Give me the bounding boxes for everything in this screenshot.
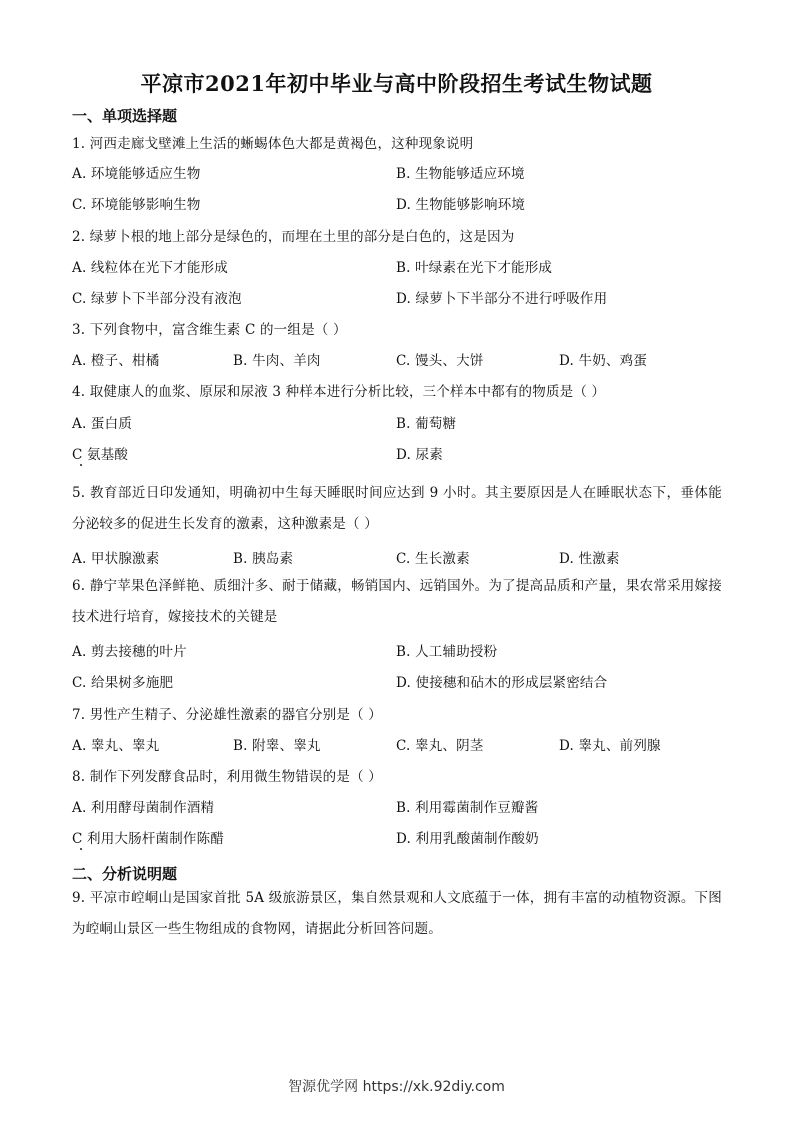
question-8-option-d: D. 利用乳酸菌制作酸奶 [396, 831, 539, 847]
question-5-option-d: D. 性激素 [559, 551, 620, 567]
question-7-option-b: B. 附睾、睾丸 [233, 738, 321, 754]
question-3-option-d: D. 牛奶、鸡蛋 [559, 353, 648, 369]
question-7-option-a: A. 睾丸、睾丸 [72, 738, 160, 754]
question-5-option-a: A. 甲状腺激素 [72, 551, 160, 567]
question-8-stem: 8. 制作下列发酵食品时，利用微生物错误的是（ ） [72, 769, 382, 785]
question-2-option-a: A. 线粒体在光下才能形成 [72, 260, 228, 276]
question-6-option-b: B. 人工辅助授粉 [396, 644, 498, 660]
question-6-stem: 6. 静宁苹果色泽鲜艳、质细汁多、耐于储藏，畅销国内、远销国外。为了提高品质和产量，果农常采用嫁接技术进行培育，嫁接技术的关键是 [72, 578, 722, 625]
question-7-option-c: C. 睾丸、阴茎 [396, 738, 484, 754]
page-title: 平凉市2021年初中毕业与高中阶段招生考试生物试题 [140, 71, 653, 96]
question-7-stem: 7. 男性产生精子、分泌雄性激素的器官分别是（ ） [72, 707, 382, 723]
question-8-option-b: B. 利用霉菌制作豆瓣酱 [396, 800, 539, 816]
question-5-stem: 5. 教育部近日印发通知，明确初中生每天睡眠时间应达到 9 小时。其主要原因是人在睡眠状态下，垂体能分泌较多的促进生长发育的激素，这种激素是（ ） [72, 485, 722, 532]
question-3-option-b: B. 牛肉、羊肉 [233, 353, 321, 369]
section-heading-analysis: 二、分析说明题 [72, 865, 178, 883]
question-6-option-d: D. 使接穗和砧木的形成层紧密结合 [396, 675, 608, 691]
question-7-option-d: D. 睾丸、前列腺 [559, 738, 661, 754]
question-5-option-c: C. 生长激素 [396, 551, 470, 567]
question-3-option-a: A. 橙子、柑橘 [72, 353, 160, 369]
question-3-stem: 3. 下列食物中，富含维生素 C 的一组是（ ） [72, 322, 347, 338]
scan-dot-mark [80, 848, 82, 850]
question-2-option-d: D. 绿萝卜下半部分不进行呼吸作用 [396, 291, 608, 307]
question-4-option-a: A. 蛋白质 [72, 416, 133, 432]
question-6-option-a: A. 剪去接穗的叶片 [72, 644, 187, 660]
section-heading-single-choice: 一、单项选择题 [72, 107, 178, 125]
question-1-option-c: C. 环境能够影响生物 [72, 197, 201, 213]
question-4-option-d: D. 尿素 [396, 447, 443, 463]
question-9-stem: 9. 平凉市崆峒山是国家首批 5A 级旅游景区，集自然景观和人文底蕴于一体，拥有丰富的动植物资源。下图为崆峒山景区一些生物组成的食物网，请据此分析回答问题。 [72, 890, 722, 937]
question-4-stem: 4. 取健康人的血浆、原尿和尿液 3 种样本进行分析比较，三个样本中都有的物质是（ ） [72, 384, 606, 400]
question-2-option-b: B. 叶绿素在光下才能形成 [396, 260, 553, 276]
question-4-option-c: C 氨基酸 [72, 447, 129, 463]
question-1-stem: 1. 河西走廊戈壁滩上生活的蜥蜴体色大都是黄褐色，这种现象说明 [72, 136, 474, 152]
question-1-option-a: A. 环境能够适应生物 [72, 166, 201, 182]
question-8-option-a: A. 利用酵母菌制作酒精 [72, 800, 215, 816]
question-3-option-c: C. 馒头、大饼 [396, 353, 484, 369]
question-1-option-b: B. 生物能够适应环境 [396, 166, 525, 182]
question-4-option-b: B. 葡萄糖 [396, 416, 457, 432]
question-1-option-d: D. 生物能够影响环境 [396, 197, 526, 213]
question-2-option-c: C. 绿萝卜下半部分没有液泡 [72, 291, 242, 307]
scan-dot-mark [80, 464, 82, 466]
question-5-option-b: B. 胰岛素 [233, 551, 294, 567]
question-8-option-c: C 利用大肠杆菌制作陈醋 [72, 831, 225, 847]
question-6-option-c: C. 给果树多施肥 [72, 675, 174, 691]
watermark-footer: 智源优学网 https://xk.92diy.com [288, 1079, 505, 1095]
question-2-stem: 2. 绿萝卜根的地上部分是绿色的，而埋在土里的部分是白色的，这是因为 [72, 229, 515, 245]
